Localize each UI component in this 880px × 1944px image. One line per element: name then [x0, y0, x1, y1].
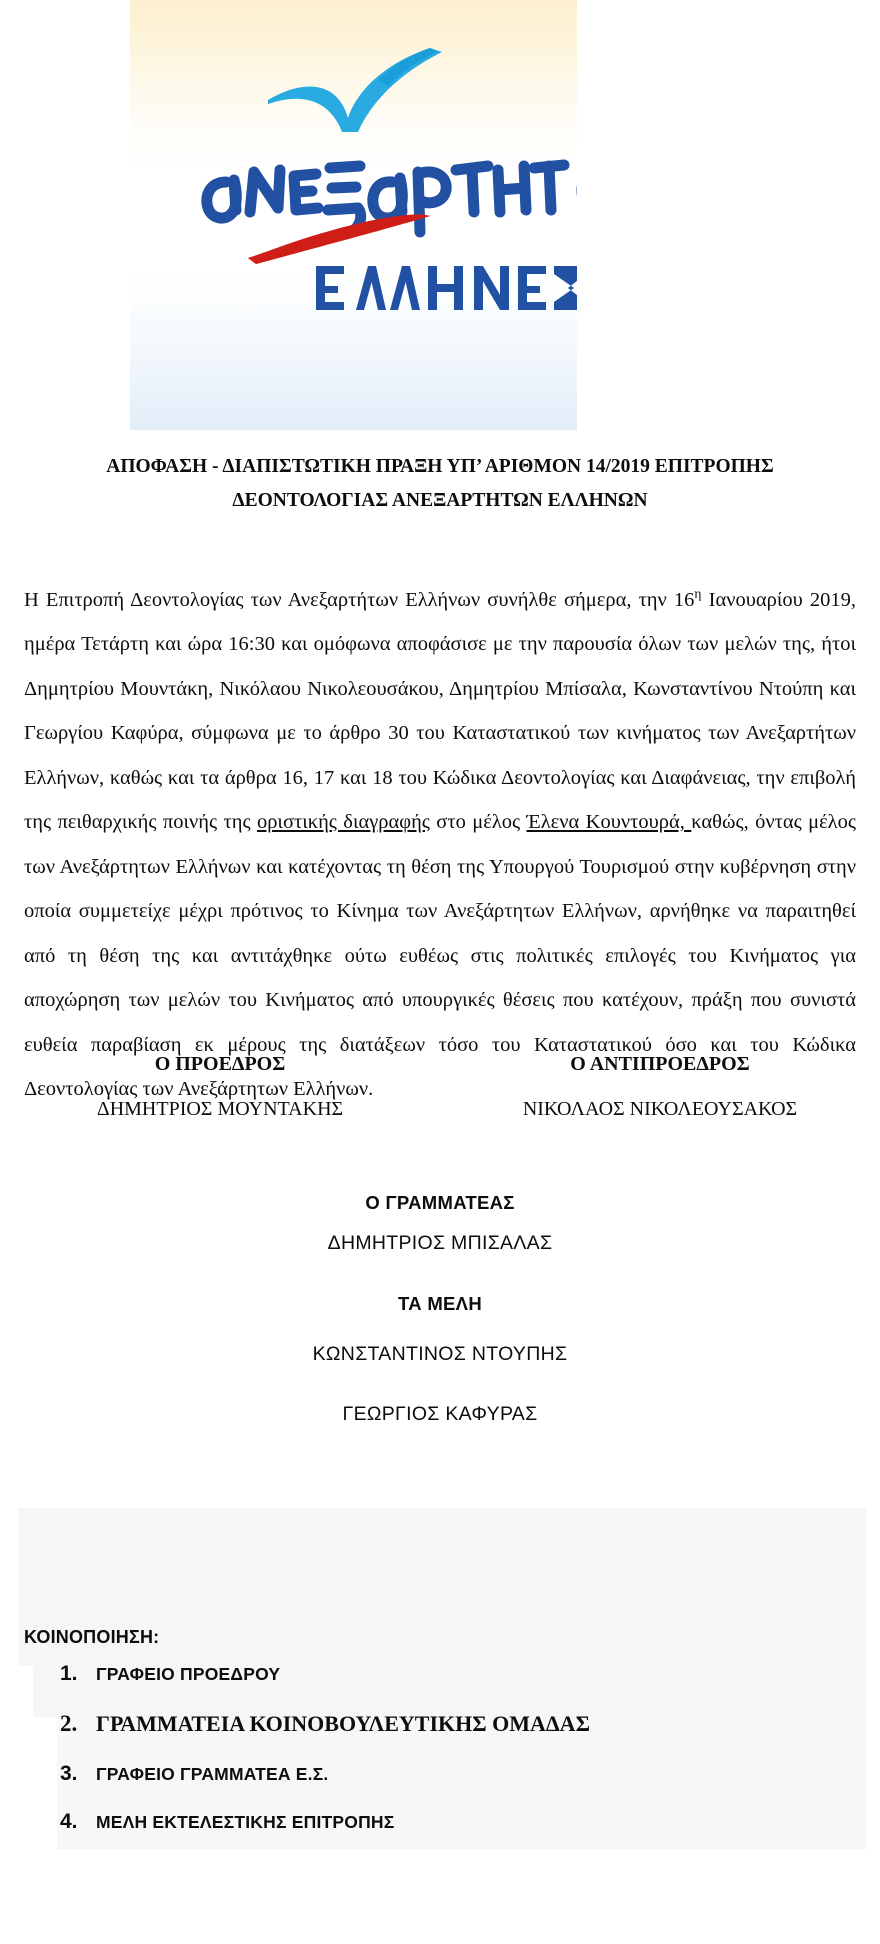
notification-label: ΚΟΙΝΟΠΟΙΗΣΗ:: [24, 1627, 160, 1647]
secretary-name: ΔΗΜΗΤΡΙΟΣ ΜΠΙΣΑΛΑΣ: [327, 1232, 553, 1254]
vice-president-name-cell: [440, 1098, 880, 1121]
notification-list: [60, 1662, 760, 1858]
secretary-label: Ο ΓΡΑΜΜΑΤΕΑΣ: [365, 1192, 515, 1213]
vice-president-label: Ο ΑΝΤΙΠΡΟΕΔΡΟΣ: [570, 1053, 750, 1075]
list-item: [60, 1711, 760, 1762]
list-item-number: 4.: [60, 1810, 78, 1833]
vice-president-title-cell: [440, 1053, 880, 1076]
anexartitoi-ellines-logo-icon: [130, 0, 577, 320]
list-item: [60, 1810, 760, 1858]
member-name-1: ΚΩΝΣΤΑΝΤΙΝΟΣ ΝΤΟΥΠΗΣ: [312, 1343, 568, 1365]
list-item-label: ΓΡΑΦΕΙΟ ΓΡΑΜΜΑΤΕΑ Ε.Σ.: [96, 1764, 329, 1784]
president-name-cell: [0, 1098, 440, 1121]
body-segment-4: καθώς, όντας μέλος των Ανεξάρτητων Ελλήνων και κατέχοντας τη θέση της Υπουργού Τουρισμού στην κυβέρνηση στην οποία συμμετείχε μέχρι πρότινος το Κίνημα των Ανεξάρτητων Ελλήνων, αρνήθηκε να παραιτηθεί από τη θέση της και αντιτάχθηκε ούτω ευθέως στις πολιτικές επιλογές του Κινήματος για αποχώρηση των μελών του Κινήματος από υπουργικές θέσεις που κατέχουν, πράξη που συνιστά ευθεία παραβίαση εκ μέρους της διατάξεων τόσο του Καταστατικού όσο και του Κώδικα Δεοντολογίας των Ανεξάρτητων Ελλήνων.: [24, 811, 856, 1100]
list-item-number: 1.: [60, 1662, 78, 1685]
ordinal-suffix: η: [694, 585, 702, 601]
document-title-line-1: ΑΠΟΦΑΣΗ - ΔΙΑΠΙΣΤΩΤΙΚΗ ΠΡΑΞΗ ΥΠ’ ΑΡΙΘΜΟΝ 14/2019 ΕΠΙΤΡΟΠΗΣ: [106, 456, 774, 477]
president-label: Ο ΠΡΟΕΔΡΟΣ: [154, 1053, 286, 1075]
list-item-label: ΓΡΑΜΜΑΤΕΙΑ ΚΟΙΝΟΒΟΥΛΕΥΤΙΚΗΣ ΟΜΑΔΑΣ: [96, 1711, 590, 1736]
party-logo-banner: [130, 0, 577, 430]
penalty-emphasis: οριστικής διαγραφής: [256, 811, 430, 833]
body-segment-2: Ιανουαρίου 2019, ημέρα Τετάρτη και ώρα 16:30 και ομόφωνα αποφάσισε με την παρουσία όλων των μελών της, ήτοι Δημητρίου Μουντάκη, Νικόλαου Νικολεουσάκου, Δημητρίου Μπίσαλα, Κωνσταντίνου Ντούπη και Γεωργίου Καφύρα, σύμφωνα με το άρθρο 30 του Καταστατικού των κινήματος των Ανεξαρτήτων Ελλήνων, καθώς και τα άρθρα 16, 17 και 18 του Κώδικα Δεοντολογίας και Διαφάνειας, την επιβολή της πειθαρχικής ποινής της: [24, 588, 856, 833]
member-name-emphasis: Έλενα Κουντουρά,: [526, 811, 692, 833]
document-title: [26, 450, 854, 518]
list-item: [60, 1762, 760, 1810]
list-item-label: ΜΕΛΗ ΕΚΤΕΛΕΣΤΙΚΗΣ ΕΠΙΤΡΟΠΗΣ: [96, 1812, 395, 1832]
body-segment-1: Η Επιτροπή Δεοντολογίας των Ανεξαρτήτων Ελλήνων συνήλθε σήμερα, την 16: [24, 588, 695, 611]
president-title-cell: [0, 1053, 440, 1076]
list-item-label: ΓΡΑΦΕΙΟ ΠΡΟΕΔΡΟΥ: [96, 1664, 281, 1684]
list-item-number: 3.: [60, 1762, 78, 1785]
member-name-2: ΓΕΩΡΓΙΟΣ ΚΑΦΥΡΑΣ: [342, 1403, 538, 1425]
vice-president-name: ΝΙΚΟΛΑΟΣ ΝΙΚΟΛΕΟΥΣΑΚΟΣ: [522, 1098, 798, 1120]
members-label: ΤΑ ΜΕΛΗ: [398, 1293, 482, 1314]
list-item: [60, 1662, 760, 1711]
body-segment-3: στο μέλος: [429, 811, 527, 833]
signature-names-row: [0, 1098, 880, 1121]
list-item-number: 2.: [60, 1711, 78, 1736]
president-name: ΔΗΜΗΤΡΙΟΣ ΜΟΥΝΤΑΚΗΣ: [96, 1098, 344, 1120]
signature-titles-row: [0, 1053, 880, 1076]
document-title-line-2: ΔΕΟΝΤΟΛΟΓΙΑΣ ΑΝΕΞΑΡΤΗΤΩΝ ΕΛΛΗΝΩΝ: [232, 490, 648, 511]
decision-body-paragraph: [24, 578, 856, 1112]
